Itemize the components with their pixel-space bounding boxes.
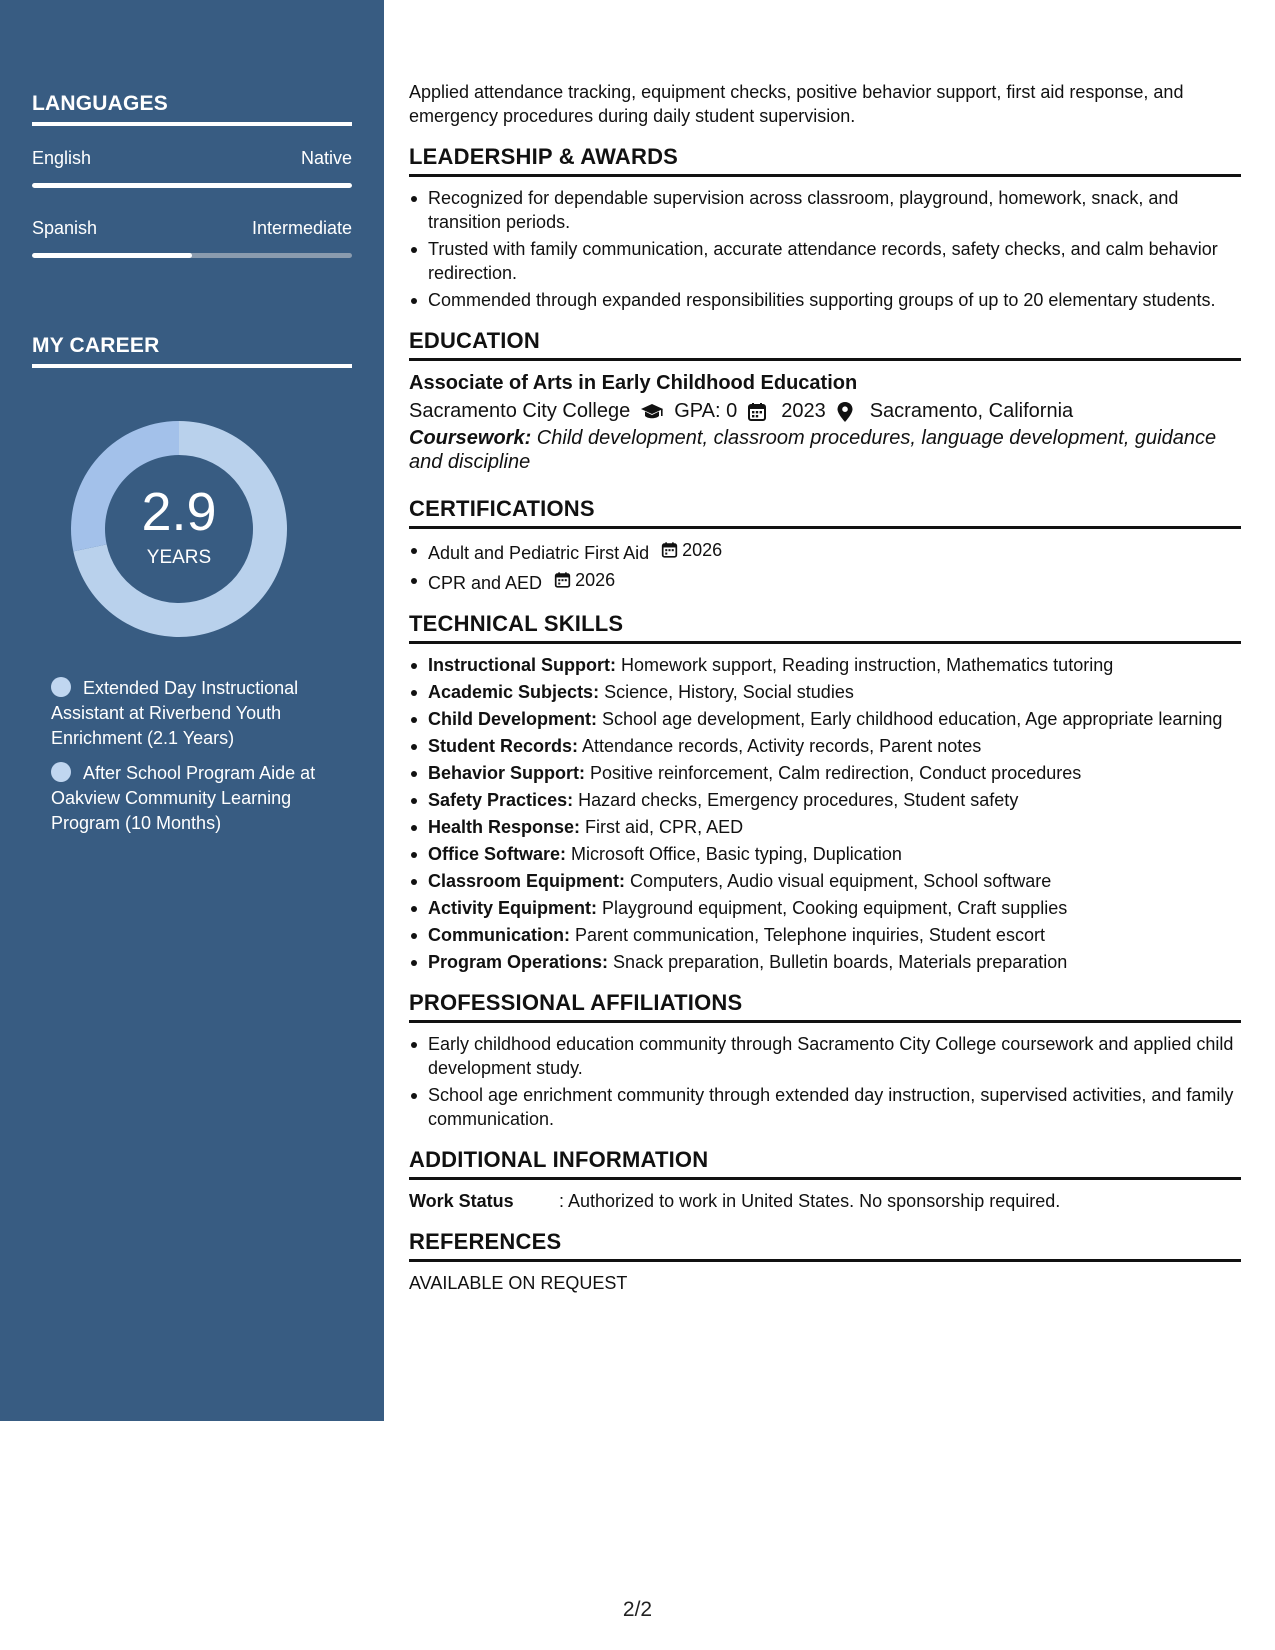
section-title: PROFESSIONAL AFFILIATIONS <box>409 990 1241 1023</box>
calendar-icon <box>554 571 571 589</box>
career-section <box>32 334 352 368</box>
education-school: Sacramento City College <box>409 400 631 422</box>
language-proficiency-bar <box>32 183 352 188</box>
list-item: School age enrichment community through extended day instruction, supervised activities, and family communication. <box>409 1083 1241 1131</box>
career-total-unit: YEARS <box>146 547 212 568</box>
education-gpa: GPA: 0 <box>674 400 738 422</box>
intro-text: Applied attendance tracking, equipment checks, positive behavior support, first aid response, and emergency procedures during daily student supervision. <box>409 82 1184 126</box>
list-item: Early childhood education community through Sacramento City College coursework and applied child development study. <box>409 1032 1241 1080</box>
coursework-label: Coursework: <box>409 427 532 449</box>
section-title: CERTIFICATIONS <box>409 496 1241 529</box>
career-donut-chart <box>64 414 294 644</box>
skill-value: Parent communication, Telephone inquiries, Student escort <box>570 925 1045 945</box>
skill-value: Science, History, Social studies <box>599 682 854 702</box>
language-level: Intermediate <box>251 218 352 238</box>
skill-label: Health Response: <box>428 817 581 837</box>
calendar-icon <box>747 401 771 421</box>
career-dot-icon <box>51 762 71 782</box>
skill-item <box>409 680 1241 704</box>
certification-name: CPR and AED <box>428 573 543 593</box>
section-title: EDUCATION <box>409 328 1241 361</box>
leadership-section <box>409 144 1241 312</box>
skill-label: Classroom Equipment: <box>428 871 626 891</box>
location-pin-icon <box>836 401 860 421</box>
work-status-value: : Authorized to work in United States. No sponsorship required. <box>559 1191 1061 1211</box>
calendar-icon <box>661 541 678 559</box>
skill-label: Student Records: <box>428 736 579 756</box>
career-item-label: After School Program Aide at Oakview Community Learning Program (10 Months) <box>51 763 316 833</box>
affiliations-section <box>409 990 1241 1131</box>
skill-label: Child Development: <box>428 709 598 729</box>
list-item: Commended through expanded responsibilities supporting groups of up to 20 elementary students. <box>409 288 1241 312</box>
section-title: TECHNICAL SKILLS <box>409 611 1241 644</box>
certification-year: 2026 <box>682 540 723 560</box>
language-proficiency-fill <box>32 183 352 188</box>
skills-list <box>409 653 1241 974</box>
language-name: Spanish <box>32 218 98 238</box>
skill-label: Activity Equipment: <box>428 898 598 918</box>
skill-value: Attendance records, Activity records, Parent notes <box>578 736 982 756</box>
skill-item <box>409 869 1241 893</box>
section-title: ADDITIONAL INFORMATION <box>409 1147 1241 1180</box>
skill-item <box>409 950 1241 974</box>
affiliations-list <box>409 1032 1241 1131</box>
education-coursework <box>409 426 1241 474</box>
languages-section <box>32 92 352 258</box>
career-title: MY CAREER <box>32 334 352 368</box>
additional-info-section <box>409 1147 1241 1213</box>
skill-item <box>409 896 1241 920</box>
career-total <box>64 414 294 644</box>
skills-section <box>409 611 1241 974</box>
skill-item <box>409 653 1241 677</box>
skill-value: Microsoft Office, Basic typing, Duplication <box>566 844 902 864</box>
page-number: 2/2 <box>622 1598 653 1621</box>
main-content <box>409 80 1241 1295</box>
skill-item <box>409 923 1241 947</box>
education-meta <box>409 396 1241 426</box>
education-section <box>409 328 1241 474</box>
skill-value: School age development, Early childhood education, Age appropriate learning <box>597 709 1223 729</box>
skill-value: Hazard checks, Emergency procedures, Student safety <box>573 790 1019 810</box>
references-text: AVAILABLE ON REQUEST <box>409 1273 628 1293</box>
leadership-list <box>409 186 1241 312</box>
education-location: Sacramento, California <box>869 400 1074 422</box>
languages-title: LANGUAGES <box>32 92 352 126</box>
education-degree: Associate of Arts in Early Childhood Education <box>409 372 858 394</box>
skill-value: Playground equipment, Cooking equipment, Craft supplies <box>597 898 1068 918</box>
language-level: Native <box>300 148 352 168</box>
skill-item <box>409 842 1241 866</box>
language-item <box>32 218 352 258</box>
references-section <box>409 1229 1241 1295</box>
skill-value: First aid, CPR, AED <box>580 817 744 837</box>
skill-label: Program Operations: <box>428 952 609 972</box>
skill-value: Homework support, Reading instruction, Mathematics tutoring <box>616 655 1114 675</box>
list-item <box>409 568 1241 595</box>
certification-year: 2026 <box>575 570 616 590</box>
career-item <box>51 676 341 751</box>
certifications-section <box>409 496 1241 595</box>
skill-label: Office Software: <box>428 844 567 864</box>
section-title: REFERENCES <box>409 1229 1241 1262</box>
coursework-text: Child development, classroom procedures, language development, guidance and discipline <box>409 427 1217 473</box>
career-item-label: Extended Day Instructional Assistant at Riverbend Youth Enrichment (2.1 Years) <box>51 678 299 748</box>
section-title: LEADERSHIP & AWARDS <box>409 144 1241 177</box>
skill-item <box>409 734 1241 758</box>
list-item: Recognized for dependable supervision across classroom, playground, homework, snack, and transition periods. <box>409 186 1241 234</box>
career-dot-icon <box>51 677 71 697</box>
skill-item <box>409 815 1241 839</box>
graduation-cap-icon <box>640 401 664 421</box>
career-list <box>51 676 341 846</box>
certification-name: Adult and Pediatric First Aid <box>428 543 650 563</box>
work-status-label: Work Status <box>409 1191 514 1211</box>
career-total-value: 2.9 <box>141 482 217 542</box>
list-item: Trusted with family communication, accurate attendance records, safety checks, and calm behavior redirection. <box>409 237 1241 285</box>
certifications-list <box>409 538 1241 595</box>
career-item <box>51 761 341 836</box>
sidebar <box>0 0 384 1421</box>
language-name: English <box>32 148 92 168</box>
skill-label: Communication: <box>428 925 570 945</box>
skill-item <box>409 761 1241 785</box>
list-item <box>409 538 1241 565</box>
language-proficiency-bar <box>32 253 352 258</box>
language-item <box>32 148 352 188</box>
skill-value: Computers, Audio visual equipment, School software <box>625 871 1052 891</box>
education-year: 2023 <box>781 400 826 422</box>
skill-value: Snack preparation, Bulletin boards, Materials preparation <box>608 952 1068 972</box>
skill-label: Safety Practices: <box>428 790 574 810</box>
skill-item <box>409 788 1241 812</box>
skill-item <box>409 707 1241 731</box>
skill-label: Academic Subjects: <box>428 682 600 702</box>
skill-value: Positive reinforcement, Calm redirection, Conduct procedures <box>585 763 1082 783</box>
language-proficiency-fill <box>32 253 192 258</box>
work-status-row <box>409 1189 1241 1213</box>
skill-label: Behavior Support: <box>428 763 586 783</box>
skill-label: Instructional Support: <box>428 655 616 675</box>
